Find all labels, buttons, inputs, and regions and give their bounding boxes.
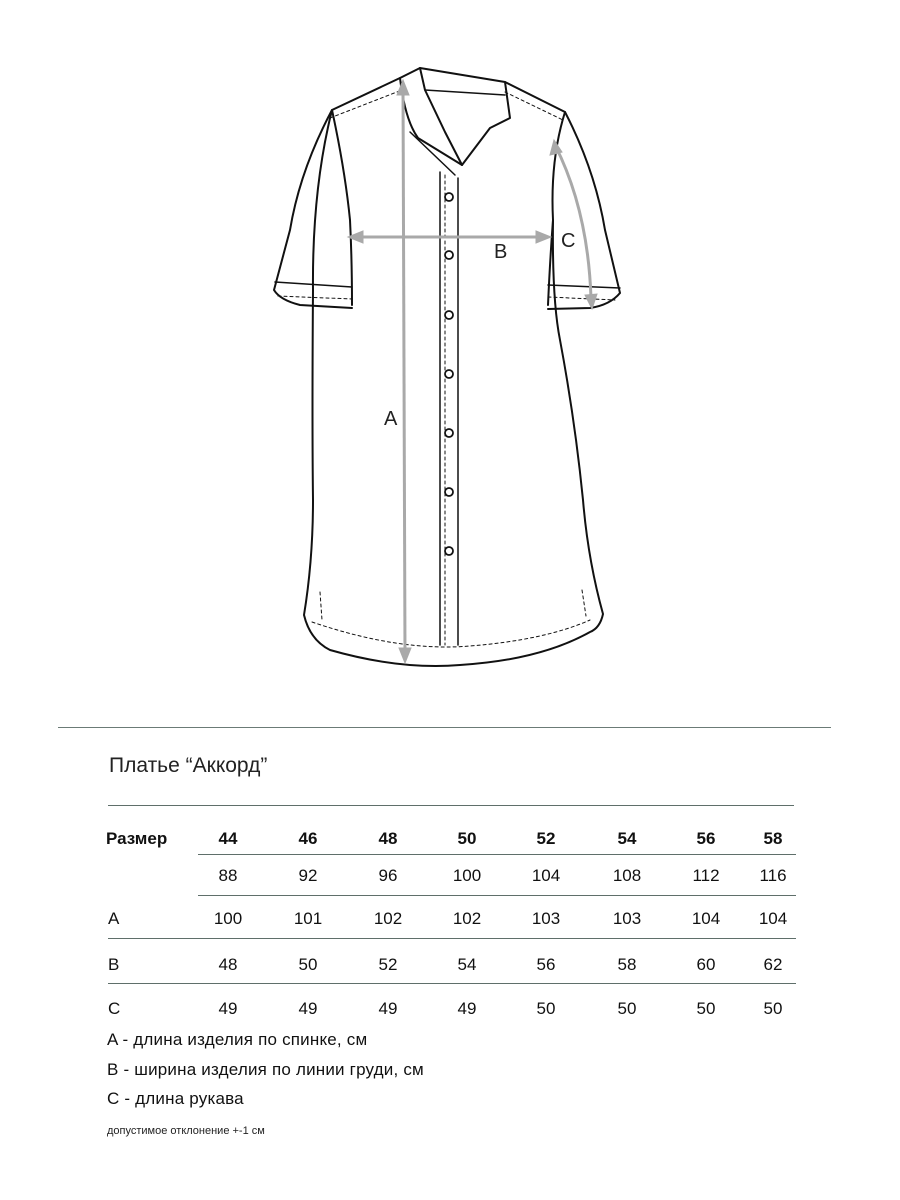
table-cell: 104 (691, 909, 721, 928)
label-a: A (384, 408, 398, 430)
table-cell: 62 (763, 955, 783, 974)
size-header-cell: 46 (298, 829, 318, 848)
size-header-cell: 52 (536, 829, 556, 848)
table-cell: 49 (378, 999, 398, 1018)
table-cell: 101 (293, 909, 323, 928)
label-b: B (494, 241, 508, 263)
table-cell: 108 (612, 866, 642, 885)
table-cell: 50 (763, 999, 783, 1018)
size-header-cell: 50 (457, 829, 477, 848)
table-cell: 102 (452, 909, 482, 928)
size-header-cell: 44 (218, 829, 238, 848)
table-cell: 49 (298, 999, 318, 1018)
section-divider (58, 727, 831, 728)
right-sleeve (548, 112, 620, 309)
row-label: B (108, 955, 120, 974)
row-label: A (108, 909, 120, 928)
table-cell: 96 (378, 866, 398, 885)
table-cell: 58 (617, 955, 637, 974)
table-cell: 104 (758, 909, 788, 928)
table-cell: 112 (692, 866, 720, 885)
table-cell: 103 (612, 909, 642, 928)
table-cell: 52 (378, 955, 398, 974)
row-rule (198, 895, 796, 896)
table-cell: 88 (218, 866, 238, 885)
placket (440, 172, 458, 645)
measure-line-c (555, 145, 591, 298)
label-c: C (561, 230, 576, 252)
table-cell: 92 (298, 866, 318, 885)
size-header-cell: 58 (763, 829, 783, 848)
table-cell: 50 (536, 999, 556, 1018)
size-header-cell: 48 (378, 829, 398, 848)
product-title: Платье “Аккорд” (109, 754, 268, 777)
table-cell: 102 (373, 909, 403, 928)
table-cell: 50 (617, 999, 637, 1018)
row-rule (198, 854, 796, 855)
legend-b: B - ширина изделия по линии груди, см (107, 1060, 424, 1079)
table-cell: 50 (696, 999, 716, 1018)
buttons (445, 193, 453, 555)
row-label: C (108, 999, 121, 1018)
table-cell: 103 (531, 909, 561, 928)
table-cell: 56 (536, 955, 556, 974)
table-cell: 49 (457, 999, 477, 1018)
measurement-lines (348, 80, 597, 663)
dress-outline (304, 78, 603, 666)
table-cell: 116 (759, 866, 787, 885)
table-cell: 60 (696, 955, 716, 974)
tolerance-note: допустимое отклонение +-1 см (107, 1125, 265, 1137)
size-header-label: Размер (106, 829, 168, 848)
table-cell: 54 (457, 955, 477, 974)
row-rule (108, 938, 796, 939)
table-cell: 100 (452, 866, 482, 885)
table-cell: 48 (218, 955, 238, 974)
table-cell: 100 (213, 909, 243, 928)
measure-line-a (403, 85, 405, 655)
row-rule (108, 983, 796, 984)
table-cell: 49 (218, 999, 238, 1018)
table-cell: 104 (531, 866, 561, 885)
legend-a: A - длина изделия по спинке, см (107, 1030, 368, 1049)
size-header-cell: 54 (617, 829, 637, 848)
table-top-rule (108, 805, 794, 806)
legend-c: C - длина рукава (107, 1089, 244, 1108)
size-header-cell: 56 (696, 829, 716, 848)
table-cell: 50 (298, 955, 318, 974)
